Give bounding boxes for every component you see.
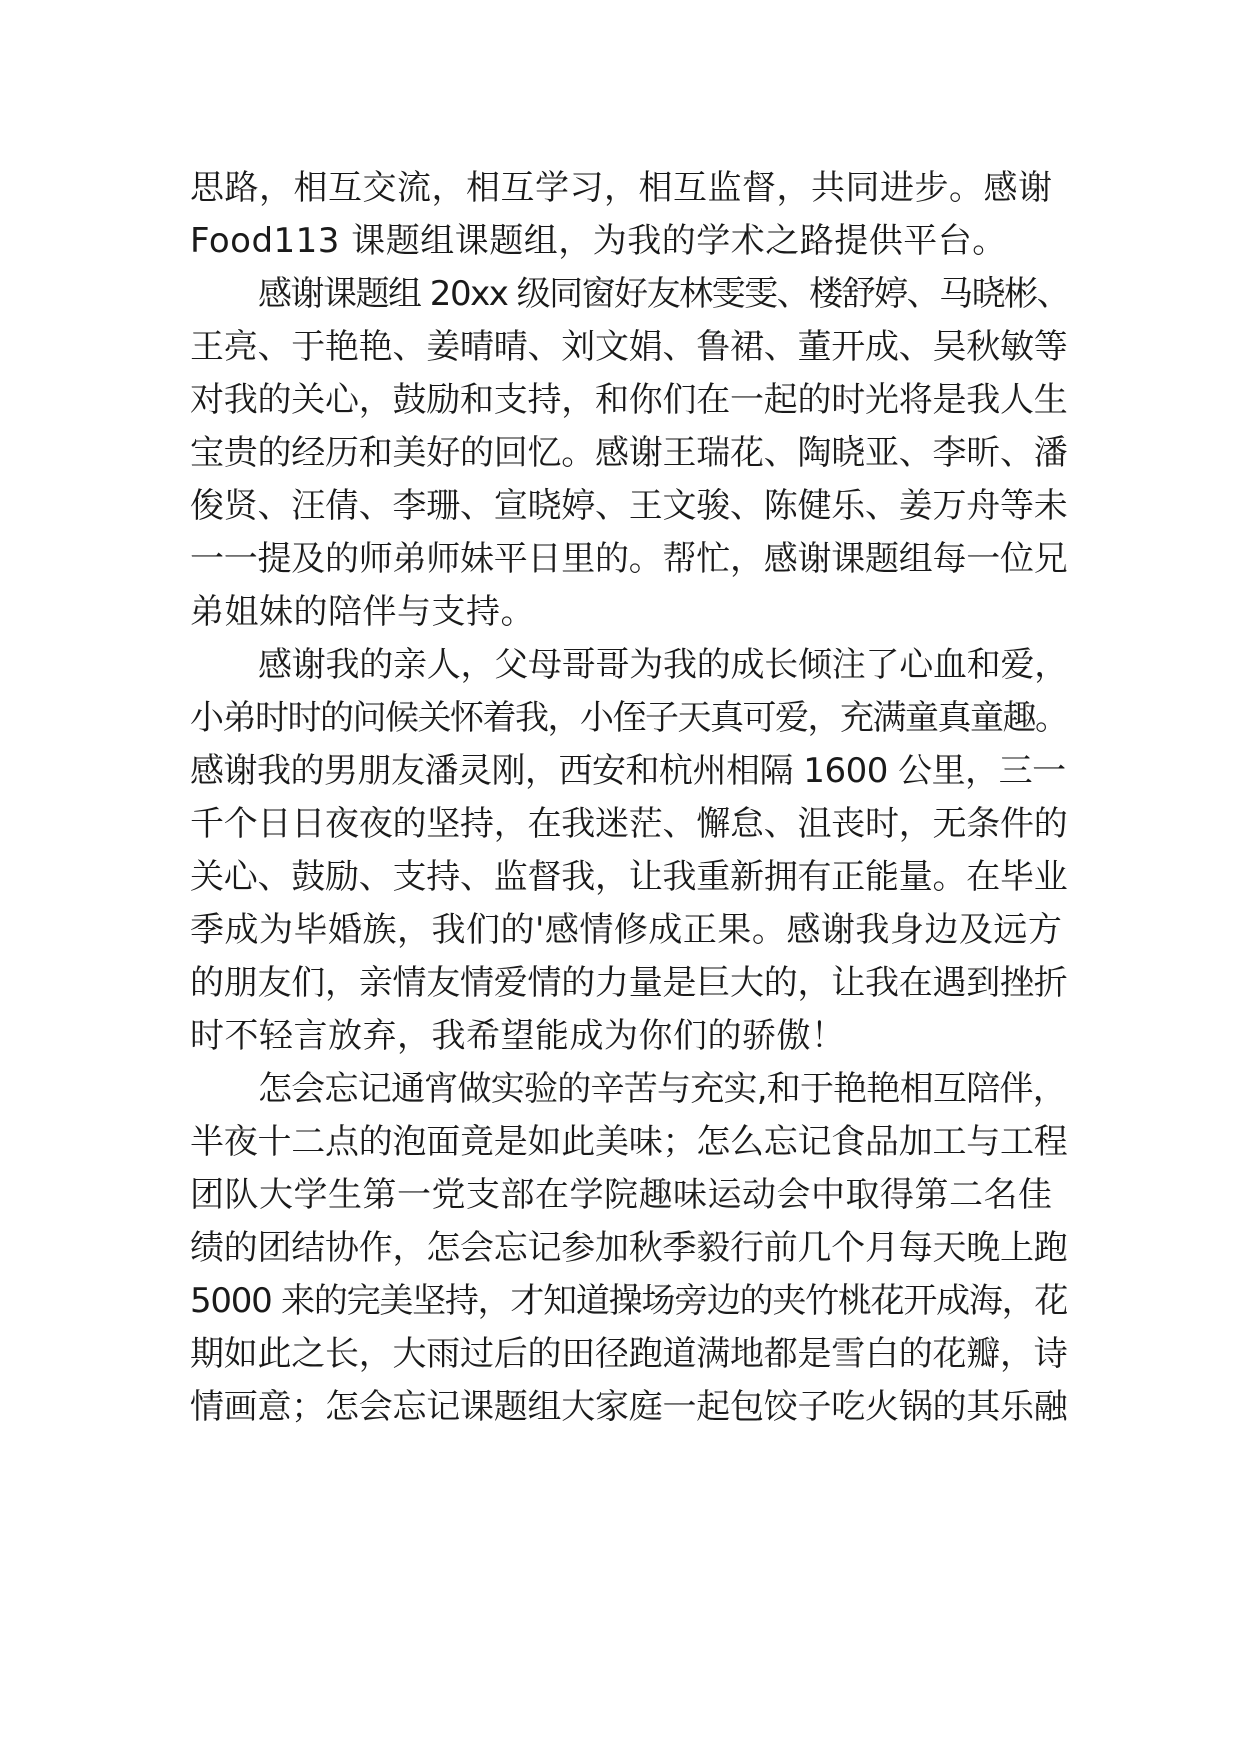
text-line: 季成为毕婚族，我们的'感情修成正果。感谢我身边及远方 <box>190 910 1063 950</box>
text-line: 俊贤、汪倩、李珊、宣晓婷、王文骏、陈健乐、姜万舟等未 <box>190 486 1068 526</box>
text-line: 关心、鼓励、支持、监督我，让我重新拥有正能量。在毕业 <box>190 857 1068 897</box>
paragraph-first-line: 怎会忘记通宵做实验的辛苦与充实,和于艳艳相互陪伴， <box>258 1069 1067 1109</box>
text-line: 5000 来的完美坚持，才知道操场旁边的夹竹桃花开成海，花 <box>190 1281 1068 1321</box>
text-line: 期如此之长，大雨过后的田径跑道满地都是雪白的花瓣，诗 <box>190 1334 1068 1374</box>
text-line: 情画意；怎会忘记课题组大家庭一起包饺子吃火锅的其乐融 <box>190 1387 1068 1427</box>
text-line: 一一提及的师弟师妹平日里的。帮忙，感谢课题组每一位兄 <box>190 539 1068 579</box>
paragraph-first-line: 感谢课题组 20xx 级同窗好友林雯雯、楼舒婷、马晓彬、 <box>258 274 1070 314</box>
text-line: 小弟时时的问候关怀着我，小侄子天真可爱，充满童真童趣。 <box>190 698 1068 738</box>
text-line: 思路，相互交流，相互学习，相互监督，共同进步。感谢 <box>190 168 1053 208</box>
text-line: 对我的关心，鼓励和支持，和你们在一起的时光将是我人生 <box>190 380 1068 420</box>
text-line: 千个日日夜夜的坚持，在我迷茫、懈怠、沮丧时，无条件的 <box>190 804 1068 844</box>
text-line: Food113 课题组课题组，为我的学术之路提供平台。 <box>190 221 1007 261</box>
text-line: 绩的团结协作，怎会忘记参加秋季毅行前几个月每天晚上跑 <box>190 1228 1068 1268</box>
text-line: 的朋友们，亲情友情爱情的力量是巨大的，让我在遇到挫折 <box>190 963 1068 1003</box>
text-line: 弟姐妹的陪伴与支持。 <box>190 592 535 632</box>
text-line: 王亮、于艳艳、姜晴晴、刘文娟、鲁裙、董开成、吴秋敏等 <box>190 327 1068 367</box>
paragraph-first-line: 感谢我的亲人，父母哥哥为我的成长倾注了心血和爱， <box>258 645 1068 685</box>
text-line: 团队大学生第一党支部在学院趣味运动会中取得第二名佳 <box>190 1175 1053 1215</box>
text-line: 感谢我的男朋友潘灵刚，西安和杭州相隔 1600 公里，三一 <box>190 751 1066 791</box>
text-line: 半夜十二点的泡面竟是如此美味；怎么忘记食品加工与工程 <box>190 1122 1068 1162</box>
text-line: 宝贵的经历和美好的回忆。感谢王瑞花、陶晓亚、李昕、潘 <box>190 433 1068 473</box>
text-line: 时不轻言放弃，我希望能成为你们的骄傲！ <box>190 1016 846 1056</box>
